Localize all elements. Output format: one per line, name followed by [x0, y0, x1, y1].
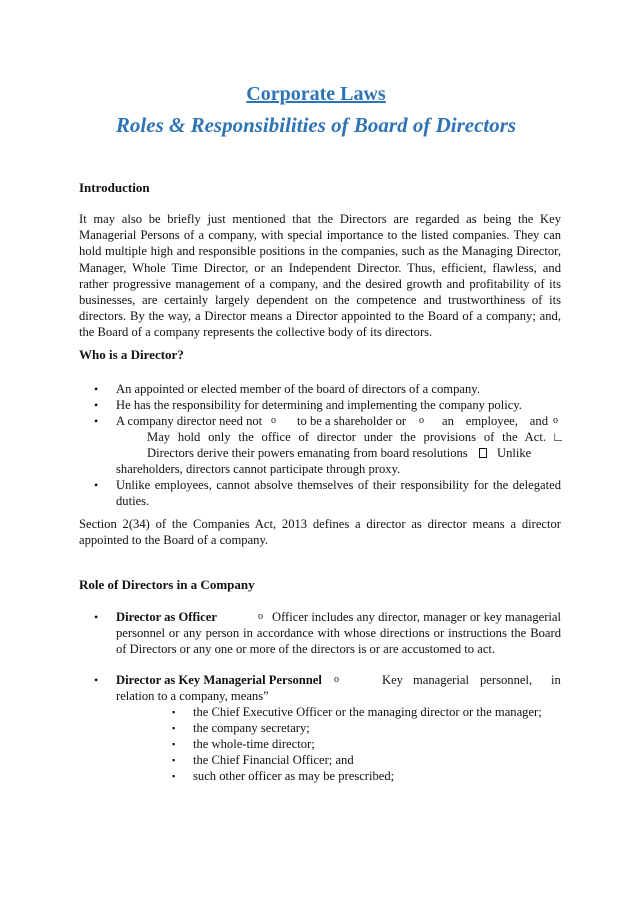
who-heading: Who is a Director?	[79, 347, 184, 362]
intro-line: directors. By the way, a Director means a Director appointed to the Board of a company; and,	[79, 309, 561, 324]
ring-bullet-icon: o	[553, 415, 558, 426]
corner-icon: ∟	[552, 430, 565, 444]
square-bullet-icon: ▪	[172, 755, 176, 765]
page-title: Corporate Laws	[246, 83, 386, 105]
section-paragraph: Section 2(34) of the Companies Act, 2013 defines a director as director means a director appointed to the Board of a company.	[79, 517, 561, 548]
ring-bullet-icon: o	[419, 415, 424, 426]
checkbox-glyph-icon	[479, 448, 487, 458]
document-page: Corporate Laws Roles & Responsibilities of Board of Directors Introduction It may also be briefly just mentioned that the Directors are regarded as being the Key Managerial Persons of a company, with special importance to the listed companies. They can hold multiple high and responsible positions in the companies, such as the Managing Director, Manager, Whole Time Director, or an Independent Director. Thus, efficient, flawless, and rather progressive management of a company, and the desired growth and profitability of its businesses, are certainly largely dependent on the competence and trustworthiness of its directors. By the way, a Director means a Director appointed to the Board of a company; and, the Board of a company represents the collective body of its directors. Who is a Director? • An appointed or elected member of the board of directors of a company. • He has the responsibility for determining and implementing the company policy. • A company director need not o to be a shareholder or o an employee, and o May hold only the office of director under the provisions of the Act. ∟ Directors derive their powers emanating from board resolutions Unlike shareholders, directors cannot participate through proxy. • Unlike employees, cannot absolve themselves of their responsibility for the delegated duties. Section 2(34) of the Companies Act, 2013 defines a director as director means a director appointed to the Board of a company. Role of Directors in a Company • Director as Officer o Officer includes any director, manager or key managerial personnel or any person in accordance with whose directions or instructions the Board of Directors or any one or more of the directors is or are accustomed to act. • Director as Key Managerial Personnel o Key managerial personnel, in relation to a company, means” ▪ the Chief Executive Officer or the managing director or the manager; ▪ the company secretary; ▪ the whole-time director; ▪ the Chief Financial Officer; and ▪ such other officer as may be prescribed;	[0, 0, 638, 903]
introduction-paragraph	[79, 211, 561, 341]
square-bullet-icon: ▪	[172, 739, 176, 749]
square-bullet-icon: ▪	[172, 707, 176, 717]
intro-line: rather progressive management of a company, and the desired growth and profitability of its	[79, 276, 561, 291]
intro-line: It may also be briefly just mentioned that the Directors are regarded as being the Key	[79, 212, 561, 226]
role-heading: Role of Directors in a Company	[79, 577, 255, 592]
square-bullet-icon: ▪	[172, 723, 176, 733]
square-bullet-icon: ▪	[172, 771, 176, 781]
bullet-icon: •	[94, 382, 99, 396]
intro-line: Manager, Whole Time Director, or an Independent Director. Thus, efficient, flawless, and	[79, 260, 561, 275]
bullet-icon: •	[94, 414, 99, 428]
introduction-heading: Introduction	[79, 180, 150, 195]
intro-line: businesses, are certainly largely dependent on the competence and trustworthiness of its	[79, 293, 561, 308]
bullet-icon: •	[94, 610, 99, 624]
intro-line: hold multiple high and responsible positions in the companies, such as the Managing Director,	[79, 244, 561, 259]
bullet-icon: •	[94, 673, 99, 687]
bullet-icon: •	[94, 478, 99, 492]
ring-bullet-icon: o	[334, 674, 339, 685]
bullet-icon: •	[94, 398, 99, 412]
page-subtitle: Roles & Responsibilities of Board of Directors	[115, 113, 517, 137]
ring-bullet-icon: o	[258, 611, 263, 622]
ring-bullet-icon: o	[271, 415, 276, 426]
intro-line: Managerial Persons of a company, with special importance to the listed companies. They can	[79, 228, 561, 243]
intro-line: the Board of a company represents the collective body of its directors.	[79, 325, 433, 340]
